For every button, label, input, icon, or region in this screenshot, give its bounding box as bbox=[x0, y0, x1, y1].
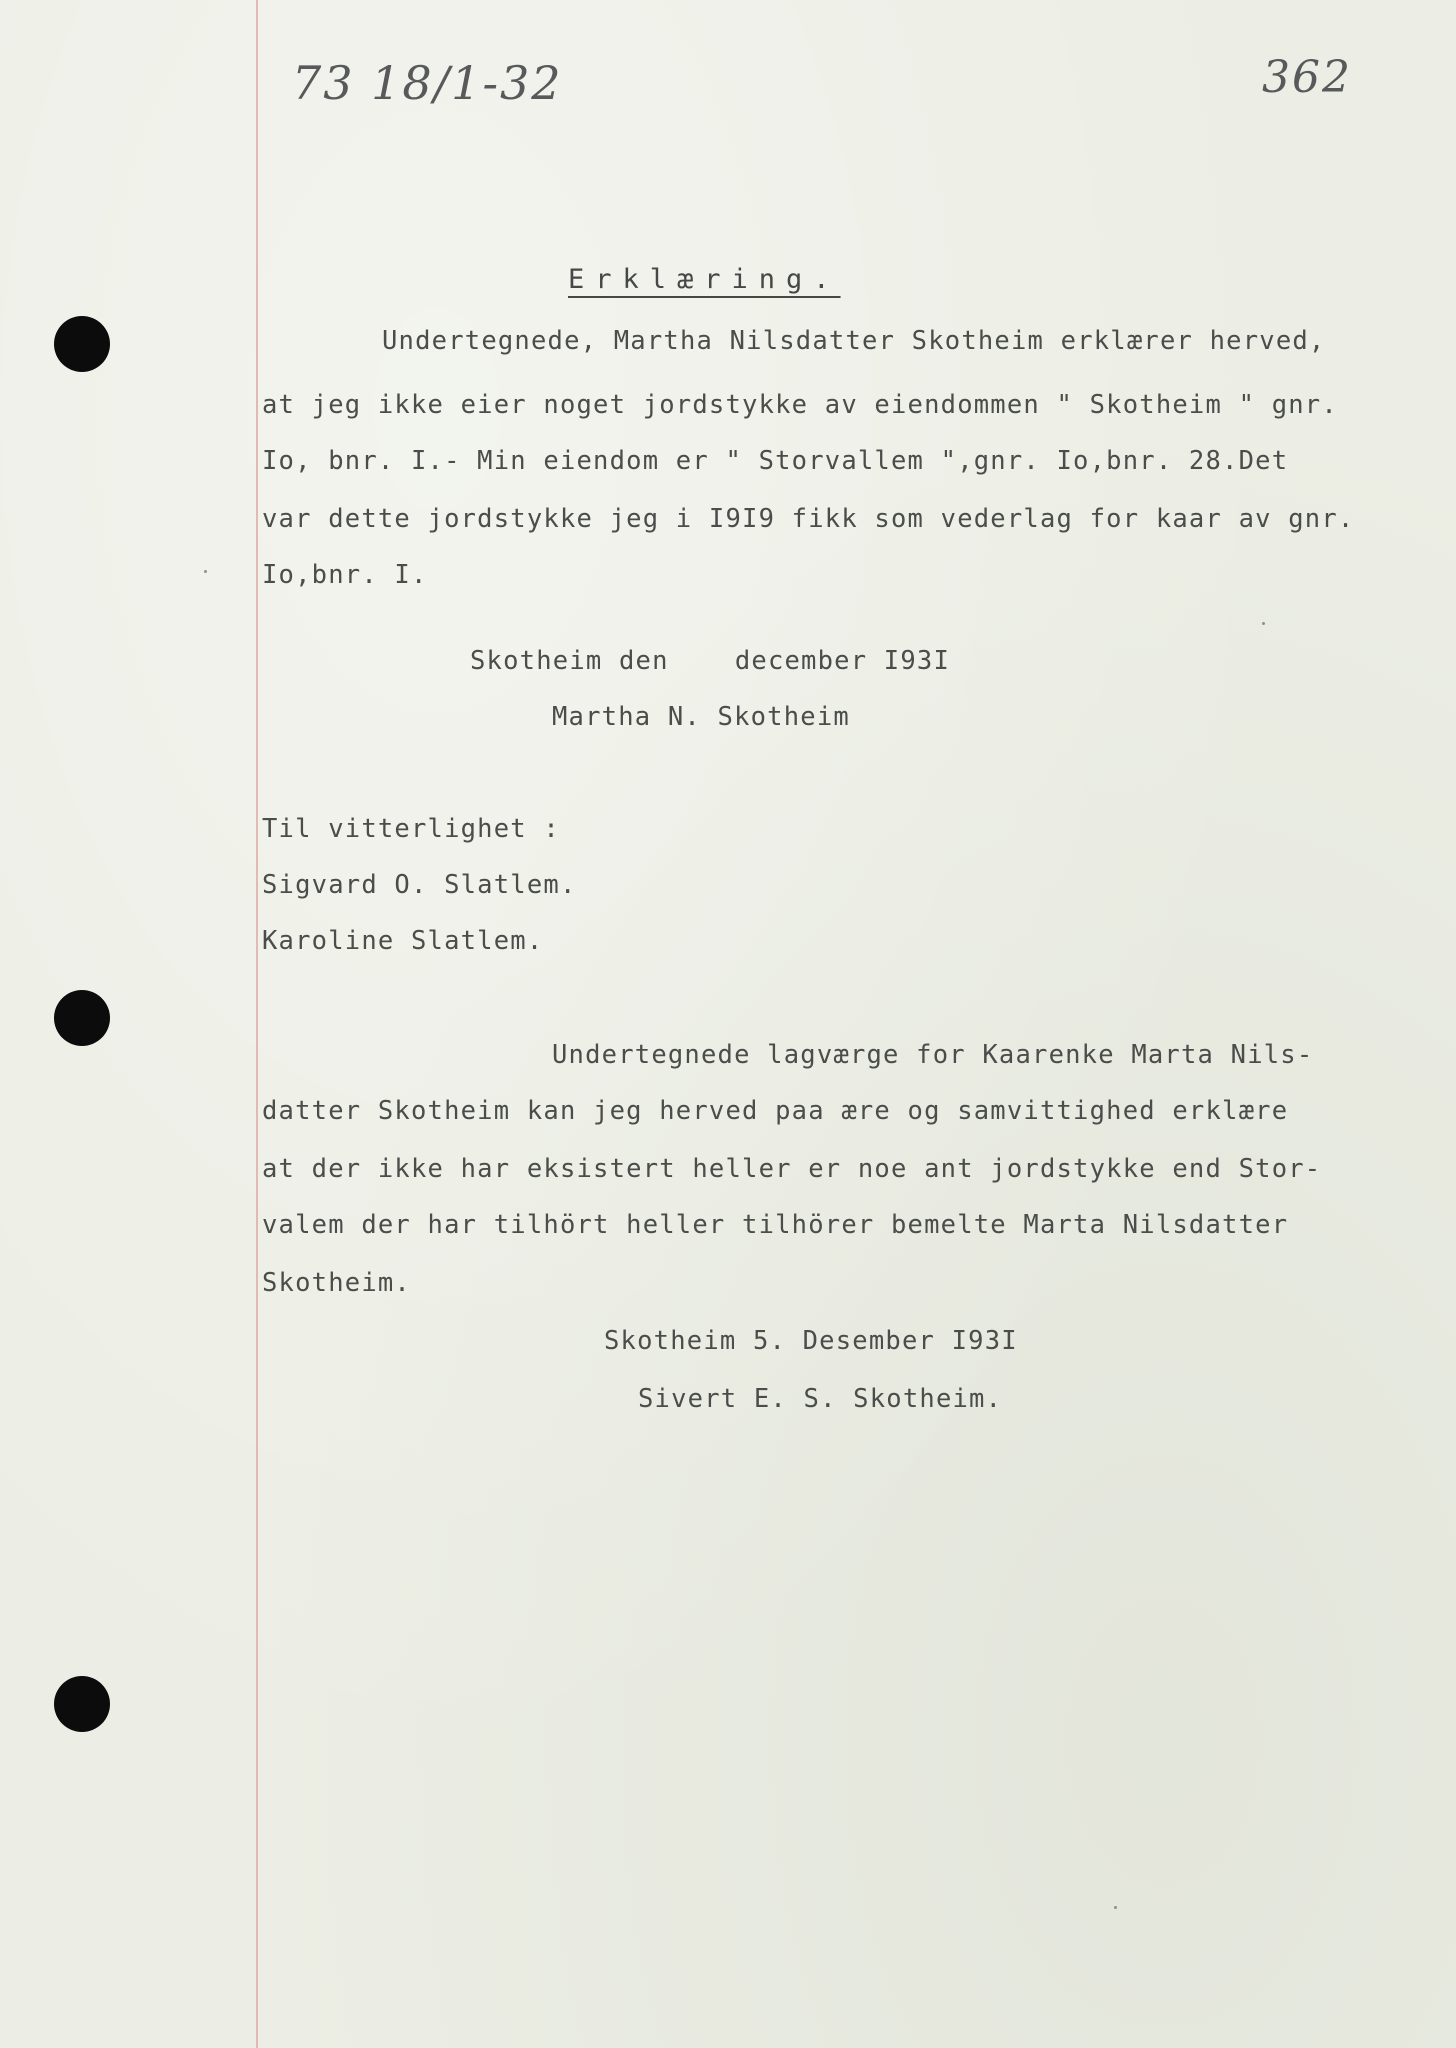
body-line: Io,bnr. I. bbox=[262, 560, 428, 590]
body-line: var dette jordstykke jeg i I9I9 fikk som vederlag for kaar av gnr. bbox=[262, 504, 1355, 534]
handwritten-reference: 73 18/1-32 bbox=[292, 56, 563, 110]
declaration-line: at der ikke har eksistert heller er noe ant jordstykke end Stor- bbox=[262, 1154, 1322, 1184]
body-line: at jeg ikke eier noget jordstykke av eiendommen " Skotheim " gnr. bbox=[262, 390, 1338, 420]
margin-line bbox=[256, 0, 258, 2048]
declaration-line: valem der har tilhört heller tilhörer bemelte Marta Nilsdatter bbox=[262, 1210, 1289, 1240]
declaration-line: Skotheim. bbox=[262, 1268, 411, 1298]
paper-speck bbox=[204, 570, 207, 573]
punch-hole bbox=[54, 316, 110, 372]
witness-name: Sigvard O. Slatlem. bbox=[262, 870, 577, 900]
declaration-line: Undertegnede lagværge for Kaarenke Marta Nils- bbox=[552, 1040, 1314, 1070]
signature: Sivert E. S. Skotheim. bbox=[638, 1384, 1003, 1414]
punch-hole bbox=[54, 1676, 110, 1732]
handwritten-page-number: 362 bbox=[1262, 52, 1352, 103]
signature: Martha N. Skotheim bbox=[552, 702, 850, 732]
punch-hole bbox=[54, 990, 110, 1046]
body-line: Undertegnede, Martha Nilsdatter Skotheim erklærer herved, bbox=[382, 326, 1326, 356]
paper-speck bbox=[1114, 1906, 1117, 1909]
place-date: Skotheim den december I93I bbox=[470, 646, 951, 676]
paper-speck bbox=[1262, 622, 1265, 625]
body-line: Io, bnr. I.- Min eiendom er " Storvallem ",gnr. Io,bnr. 28.Det bbox=[262, 446, 1289, 476]
witness-heading: Til vitterlighet : bbox=[262, 814, 560, 844]
declaration-line: datter Skotheim kan jeg herved paa ære og samvittighed erklære bbox=[262, 1096, 1289, 1126]
place-date: Skotheim 5. Desember I93I bbox=[604, 1326, 1018, 1356]
witness-name: Karoline Slatlem. bbox=[262, 926, 544, 956]
document-title: Erklæring. bbox=[568, 264, 841, 295]
